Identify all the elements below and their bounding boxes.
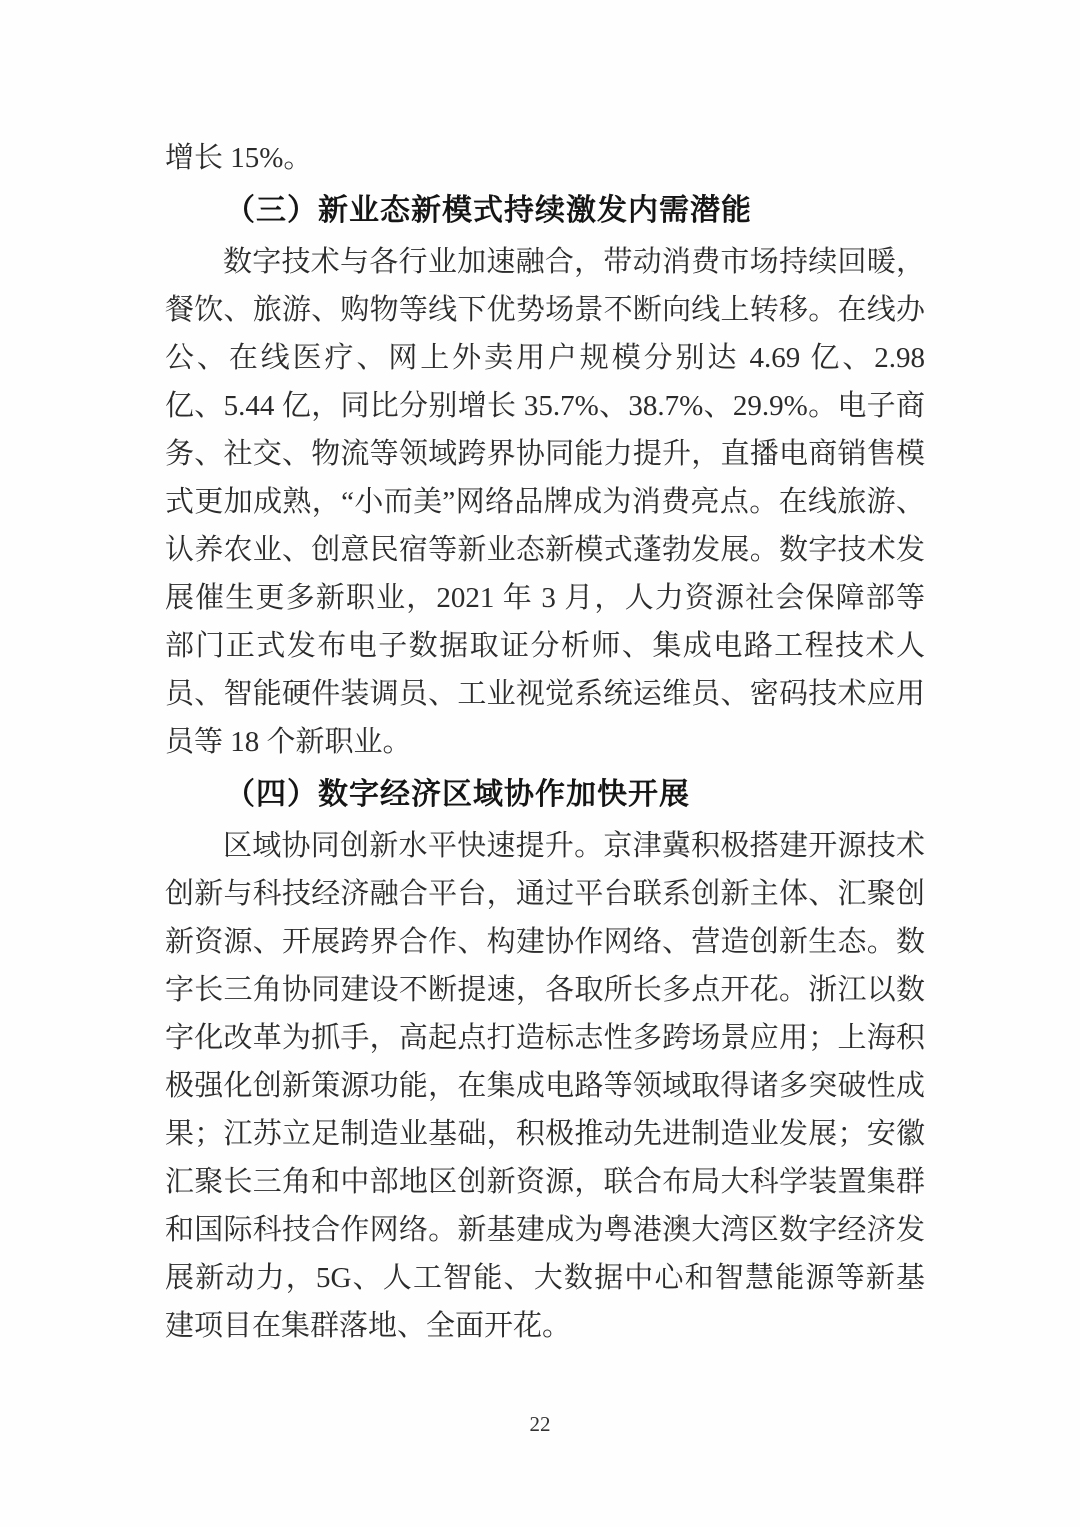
- page-footer: [0, 1412, 1080, 1437]
- page-content: [165, 134, 925, 1350]
- section-paragraph-3: 数字技术与各行业加速融合，带动消费市场持续回暖，餐饮、旅游、购物等线下优势场景不断向线上转移。在线办公、在线医疗、网上外卖用户规模分别达 4.69 亿、2.98 亿、5.44 亿，同比分别增长 35.7%、38.7%、29.9%。电子商务、社交、物流等领域跨界协同能力提升，直播电商销售模式更加成熟，“小而美”网络品牌成为消费亮点。在线旅游、认养农业、创意民宿等新业态新模式蓬勃发展。数字技术发展催生更多新职业，2021 年 3 月，人力资源社会保障部等部门正式发布电子数据取证分析师、集成电路工程技术人员、智能硬件装调员、工业视觉系统运维员、密码技术应用员等 18 个新职业。: [165, 246, 925, 758]
- paragraph-continuation: 增长 15%。: [165, 142, 313, 174]
- section-heading-3: （三）新业态新模式持续激发内需潜能: [225, 194, 752, 227]
- section-heading-4: （四）数字经济区域协作加快开展: [225, 778, 690, 811]
- section-paragraph-4: 区域协同创新水平快速提升。京津冀积极搭建开源技术创新与科技经济融合平台，通过平台联系创新主体、汇聚创新资源、开展跨界合作、构建协作网络、营造创新生态。数字长三角协同建设不断提速，各取所长多点开花。浙江以数字化改革为抓手，高起点打造标志性多跨场景应用；上海积极强化创新策源功能，在集成电路等领域取得诸多突破性成果；江苏立足制造业基础，积极推动先进制造业发展；安徽汇聚长三角和中部地区创新资源，联合布局大科学装置集群和国际科技合作网络。新基建成为粤港澳大湾区数字经济发展新动力，5G、人工智能、大数据中心和智慧能源等新基建项目在集群落地、全面开花。: [165, 830, 925, 1342]
- page-number: 22: [529, 1412, 551, 1436]
